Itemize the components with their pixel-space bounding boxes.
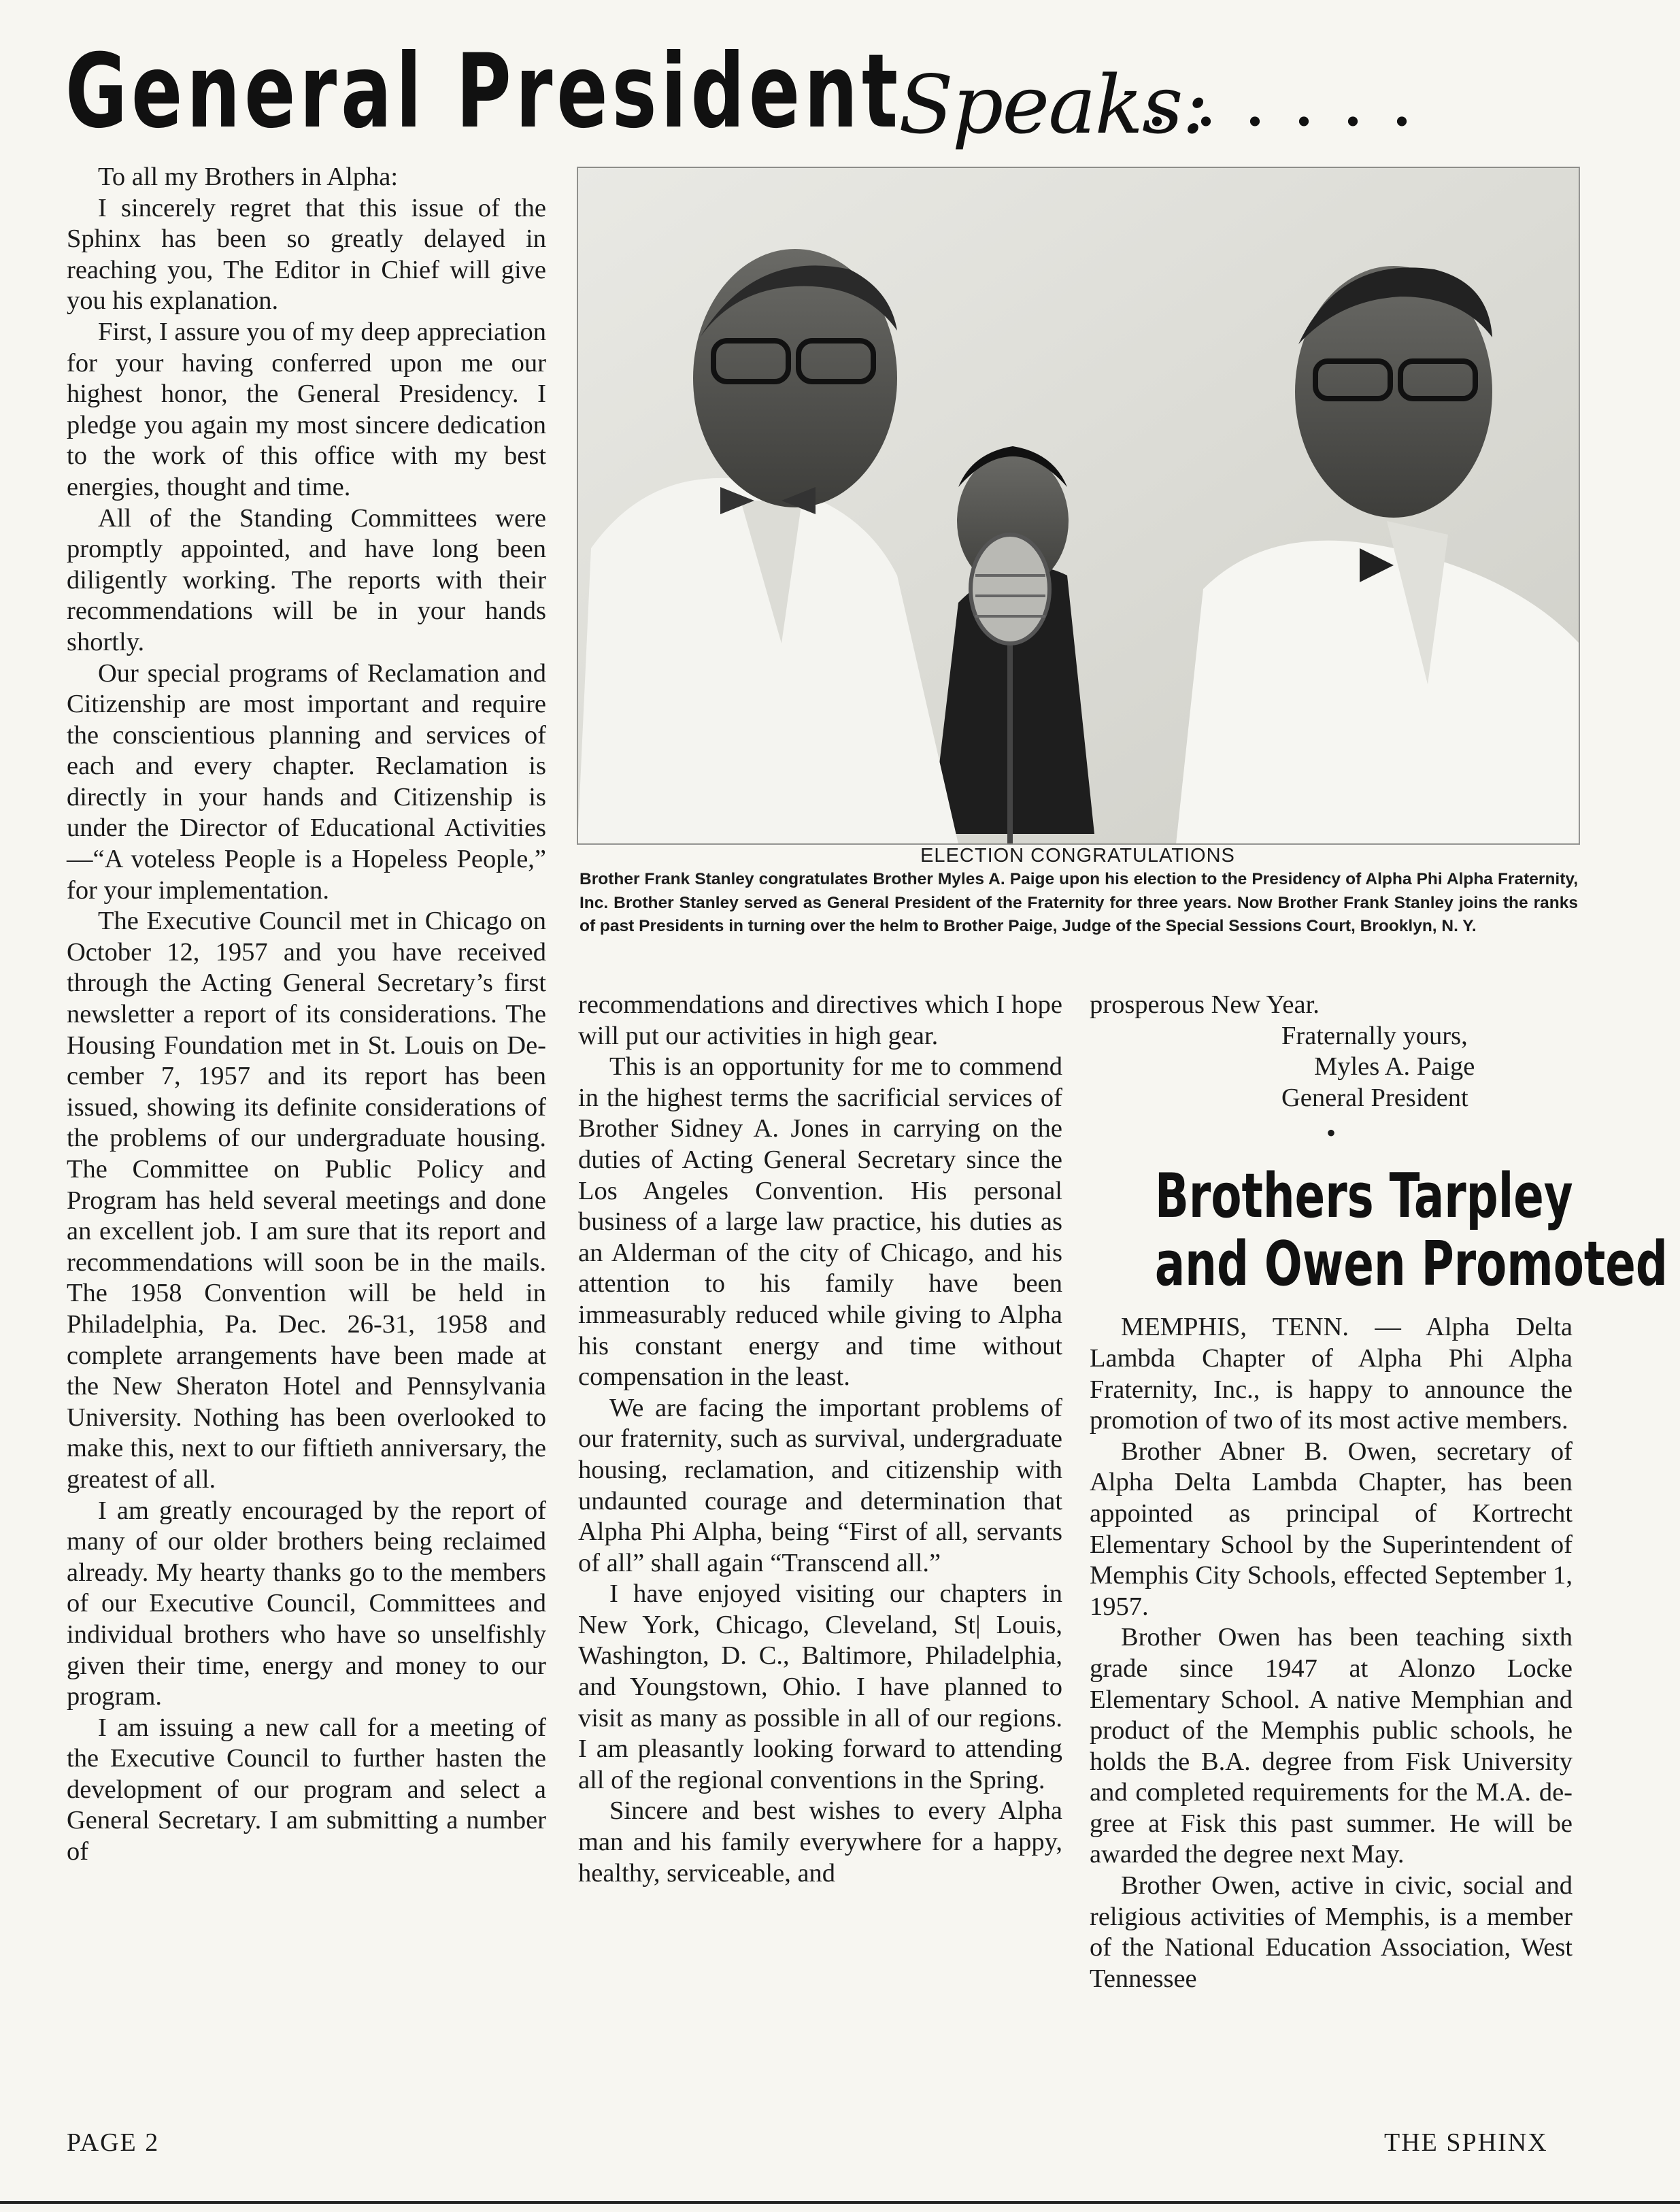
article-paragraph: MEMPHIS, TENN. — Alpha Delta Lambda Chapter of Alpha Phi Alpha Fraternity, Inc., is happy to announce the promotion of two of its most active members. xyxy=(1090,1313,1573,1435)
title-script: Speaks: xyxy=(898,58,1208,152)
article-column-3 xyxy=(1090,990,1668,1994)
letter-paragraph: I am issuing a new call for a meeting of the Executive Council to further hasten the development of our program and select a General Secretary. I am submitting a number of xyxy=(67,1713,546,1866)
headline-line-1: Brothers Tarpley xyxy=(1154,1160,1573,1233)
signature-closing: Fraternally yours, xyxy=(1281,1021,1468,1050)
photo-caption-title: ELECTION CONGRATULATIONS xyxy=(920,845,1235,867)
signature-title: General President xyxy=(1281,1083,1468,1112)
letter-paragraph: Our special programs of Reclamation and Citizenship are most important and require the conscientious planning and services of each and every chapter. Reclamation is directly in your hands and Citizenship is under the Director of Educational Activities —“A voteless People is a Hopeless People,” for your implementation. xyxy=(67,658,546,905)
letter-paragraph: recommendations and directives which I hope will put our activities in high gear. xyxy=(578,990,1062,1050)
letter-column-1 xyxy=(67,162,546,1868)
title-main: General President xyxy=(65,33,902,151)
article-headline xyxy=(1090,1160,1668,1301)
article-paragraph: Brother Owen has been teaching sixth grade since 1947 at Alonzo Locke Elementary School. A native Memphian and product of the Memphis public schools, he holds the B.A. degree from Fisk University and completed requirements for the M.A. degree at Fisk this past summer. He will be awarded the degree next May. xyxy=(1090,1623,1573,1869)
letter-paragraph: I am greatly encouraged by the report of many of our older brothers being reclaimed already. My hearty thanks go to the members of our Executive Council, Committees and individual brothers who have so unselfishly given their time, energy and money to our program. xyxy=(67,1496,546,1711)
publication-name: THE SPHINX xyxy=(1384,2128,1548,2157)
letter-paragraph: Sincere and best wishes to every Alpha man and his family everywhere for a happy, healthy, serviceable, and xyxy=(578,1796,1062,1888)
letter-paragraph: This is an opportunity for me to commend in the highest terms the sacrificial services of Brother Sidney A. Jones in carrying on the duties of Acting General Secretary since the Los Angeles Convention. His personal business of a large law practice, his duties as an Alderman of the city of Chicago, and his attention to his family have been immeasurably reduced while giving to Alpha his constant energy and time without compensation in the least. xyxy=(578,1052,1062,1392)
letter-column-2 xyxy=(578,990,1062,1889)
article-paragraph: Brother Owen, active in civic, social and religious activities of Memphis, is a member of the National Education Association, West Tennessee xyxy=(1090,1871,1573,1993)
title-dots: ...... xyxy=(1147,52,1441,143)
photo-illustration xyxy=(577,167,1579,844)
letter-paragraph: I sincerely regret that this issue of the Sphinx has been so greatly delayed in reaching you, The Editor in Chief will give you his explanation. xyxy=(67,193,546,316)
article-paragraph: Brother Abner B. Owen, secretary of Alpha Delta Lambda Chapter, has been appointed as principal of Kortrecht Elementary School by the Superintendent of Memphis City Schools, effected September 1, 1957. xyxy=(1090,1437,1573,1621)
letter-paragraph: The Executive Council met in Chicago on October 12, 1957 and you have received through the Acting General Secretary’s first newsletter a report of its considerations. The Housing Foundation met in St. Louis on December 7, 1957 and its report has been issued, showing its definite considerations of the problems of our undergraduate housing. The Committee on Public Policy and Program has held several meetings and done an excellent job. I am sure that its report and recommendations will soon be in the mails. The 1958 Convention will be held in Philadelphia, Pa. Dec. 26-31, 1958 and complete arrangements have been made at the New Sheraton Hotel and Pennsylvania University. Nothing has been overlooked to make this, next to our fiftieth anniversary, the greatest of all. xyxy=(67,907,546,1494)
page-number: PAGE 2 xyxy=(67,2128,160,2157)
letter-paragraph: I have enjoyed visiting our chapters in New York, Chicago, Cleveland, St| Louis, Washington, D. C., Baltimore, Philadelphia, and Youngstown, Ohio. I have planned to visit as many as possible in all of our regions. I am pleasantly looking forward to attending all of the regional conventions in the Spring. xyxy=(578,1579,1062,1794)
headline-line-2: and Owen Promoted xyxy=(1154,1228,1668,1301)
letter-paragraph: First, I assure you of my deep appreciation for your having conferred upon me our highest honor, the General Presidency. I pledge you again my most sincere dedication to the work of this office with my best energies, thought and time. xyxy=(67,317,546,501)
signature-name: Myles A. Paige xyxy=(1314,1052,1475,1082)
photo-caption-body: Brother Frank Stanley congratulates Brother Myles A. Paige upon his election to the Presidency of Alpha Phi Alpha Fraternity, Inc. Brother Stanley served as General President of the Fraternity for three years. Now Brother Frank Stanley joins the ranks of past Presidents in turning over the helm to Brother Paige, Judge of the Special Sessions Court, Brooklyn, N. Y. xyxy=(579,870,1578,935)
letter-paragraph: All of the Standing Committees were promptly appointed, and have long been diligently working. The reports with their recommendations will be in your hands shortly. xyxy=(67,503,546,656)
page-title xyxy=(65,27,1630,156)
bottom-rule xyxy=(0,2201,1680,2204)
letter-paragraph: We are facing the important problems of our fraternity, such as survival, undergraduate housing, reclamation, and citizenship with undaunted courage and determination that Alpha Phi Alpha, being “First of all, servants of all” shall again “Transcend all.” xyxy=(578,1393,1062,1577)
salutation: To all my Brothers in Alpha: xyxy=(98,163,399,191)
section-divider: • xyxy=(1326,1118,1336,1149)
election-photo xyxy=(577,167,1580,845)
letter-closing-line: prosperous New Year. xyxy=(1090,990,1320,1019)
